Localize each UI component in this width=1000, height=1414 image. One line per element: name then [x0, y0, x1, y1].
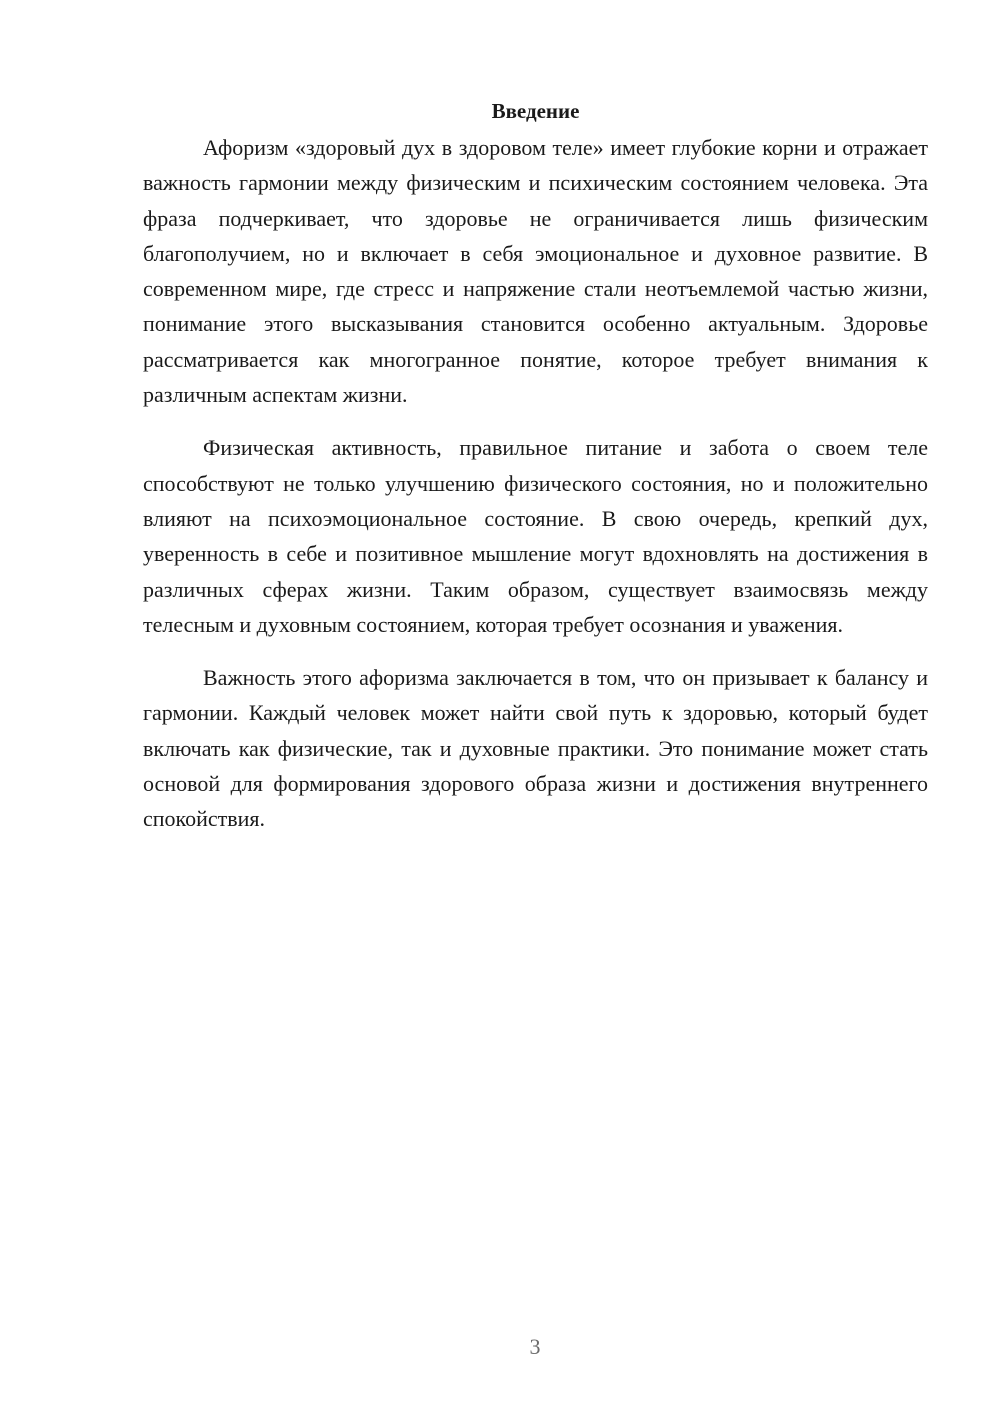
paragraph-3: Важность этого афоризма заключается в том, что он призывает к балансу и гармонии. Каждый человек может найти свой путь к здоровью, который будет включать как физические, так и духовные практики. Это понимание может стать основой для формирования здорового образа жизни и достижения внутреннего спокойствия.	[143, 665, 928, 832]
page-number: 3	[529, 1334, 541, 1359]
section-heading: Введение	[491, 99, 580, 123]
page-content	[143, 96, 928, 855]
paragraph-1: Афоризм «здоровый дух в здоровом теле» имеет глубокие корни и отражает важность гармонии между физическим и психическим состоянием человека. Эта фраза подчеркивает, что здоровье не ограничивается лишь физическим благополучием, но и включает в себя эмоциональное и духовное развитие. В современном мире, где стресс и напряжение стали неотъемлемой частью жизни, понимание этого высказывания становится особенно актуальным. Здоровье рассматривается как многогранное понятие, которое требует внимания к различным аспектам жизни.	[143, 135, 928, 408]
paragraph-2: Физическая активность, правильное питание и забота о своем теле способствуют не только улучшению физического состояния, но и положительно влияют на психоэмоциональное состояние. В свою очередь, крепкий дух, уверенность в себе и позитивное мышление могут вдохновлять на достижения в различных сферах жизни. Таким образом, существует взаимосвязь между телесным и духовным состоянием, которая требует осознания и уважения.	[143, 435, 928, 637]
